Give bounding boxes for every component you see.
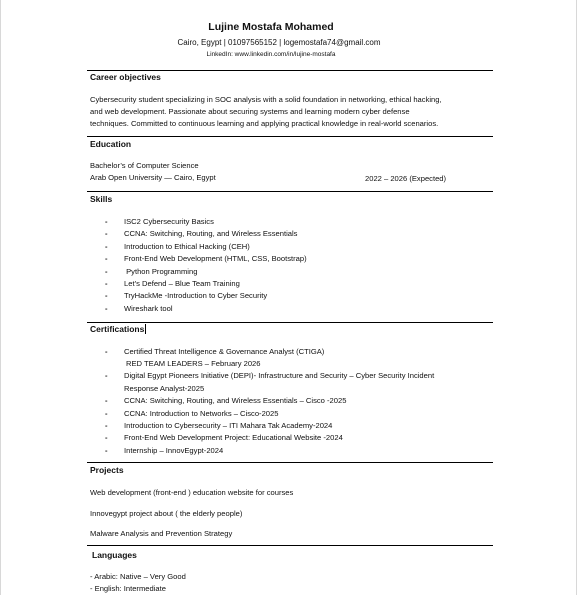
career-line: Cybersecurity student specializing in SOC analysis with a solid foundation in networking, ethical hacking, <box>90 95 442 104</box>
skill-item: - Introduction to Ethical Hacking (CEH) <box>105 241 307 253</box>
skills-list <box>105 216 307 315</box>
text-cursor[interactable]: Certifications <box>90 324 145 334</box>
career-line: and web development. Passionate about securing systems and learning modern cyber defense <box>90 107 410 116</box>
projects-heading: Projects <box>90 465 124 475</box>
skill-item: - TryHackMe -Introduction to Cyber Security <box>105 290 307 302</box>
certification-title: - Digital Egypt Pioneers Initiative (DEPI)- Infrastructure and Security – Cyber Security Incident <box>124 371 435 381</box>
education-dates: 2022 – 2026 (Expected) <box>365 174 447 183</box>
section-divider <box>87 70 493 71</box>
section-divider <box>87 191 493 192</box>
skill-item: - CCNA: Switching, Routing, and Wireless Essentials <box>105 228 307 240</box>
education-heading: Education <box>90 139 132 149</box>
education-school: Arab Open University — Cairo, Egypt <box>90 173 216 182</box>
project-item: Innovegypt project about ( the elderly people) <box>90 509 243 518</box>
certification-issuer: RED TEAM LEADERS – February 2026 <box>126 359 261 369</box>
certification-item <box>105 346 485 358</box>
skill-item: - ISC2 Cybersecurity Basics <box>105 216 307 228</box>
certification-title-cont: Response Analyst-2025 <box>124 383 205 393</box>
certification-item: - Introduction to Cybersecurity – ITI Mahara Tak Academy-2024 <box>105 420 485 432</box>
languages-heading: Languages <box>92 550 137 560</box>
contact-line: Cairo, Egypt | 01097565152 | logemostafa74@gmail.com <box>177 38 381 47</box>
certification-item: - Internship – InnovEgypt-2024 <box>105 445 485 457</box>
certification-item: - Front-End Web Development Project: Educational Website -2024 <box>105 432 485 444</box>
skill-item: - Wireshark tool <box>105 303 307 315</box>
certifications-list <box>105 346 485 457</box>
skill-item: - Python Programming <box>105 266 307 278</box>
certification-item: - CCNA: Switching, Routing, and Wireless Essentials – Cisco -2025 <box>105 395 485 407</box>
certification-title: - Certified Threat Intelligence & Governance Analyst (CTIGA) <box>124 347 325 356</box>
skills-heading: Skills <box>90 194 113 204</box>
linkedin-line: LinkedIn: www.linkedin.com/in/lujine-mostafa <box>206 51 336 58</box>
language-item: - English: Intermediate <box>90 584 166 593</box>
career-heading: Career objectives <box>90 72 161 82</box>
section-divider <box>87 136 493 137</box>
language-item: - Arabic: Native – Very Good <box>90 572 186 581</box>
certification-item <box>105 370 485 395</box>
project-item: Malware Analysis and Prevention Strategy <box>90 529 233 538</box>
career-line: techniques. Committed to continuous learning and applying practical knowledge in real-world scenarios. <box>90 119 439 128</box>
certification-item: - CCNA: Introduction to Networks – Cisco-2025 <box>105 408 485 420</box>
skill-item: - Front-End Web Development (HTML, CSS, Bootstrap) <box>105 253 307 265</box>
project-item: Web development (front-end ) education website for courses <box>90 488 294 497</box>
resume-name: Lujine Mostafa Mohamed <box>208 21 334 33</box>
section-divider <box>87 545 493 546</box>
education-degree: Bachelor’s of Computer Science <box>90 161 199 170</box>
section-divider <box>87 462 493 463</box>
career-text <box>90 94 490 130</box>
certifications-heading <box>90 324 146 334</box>
section-divider <box>87 322 493 323</box>
skill-item: - Let’s Defend – Blue Team Training <box>105 278 307 290</box>
